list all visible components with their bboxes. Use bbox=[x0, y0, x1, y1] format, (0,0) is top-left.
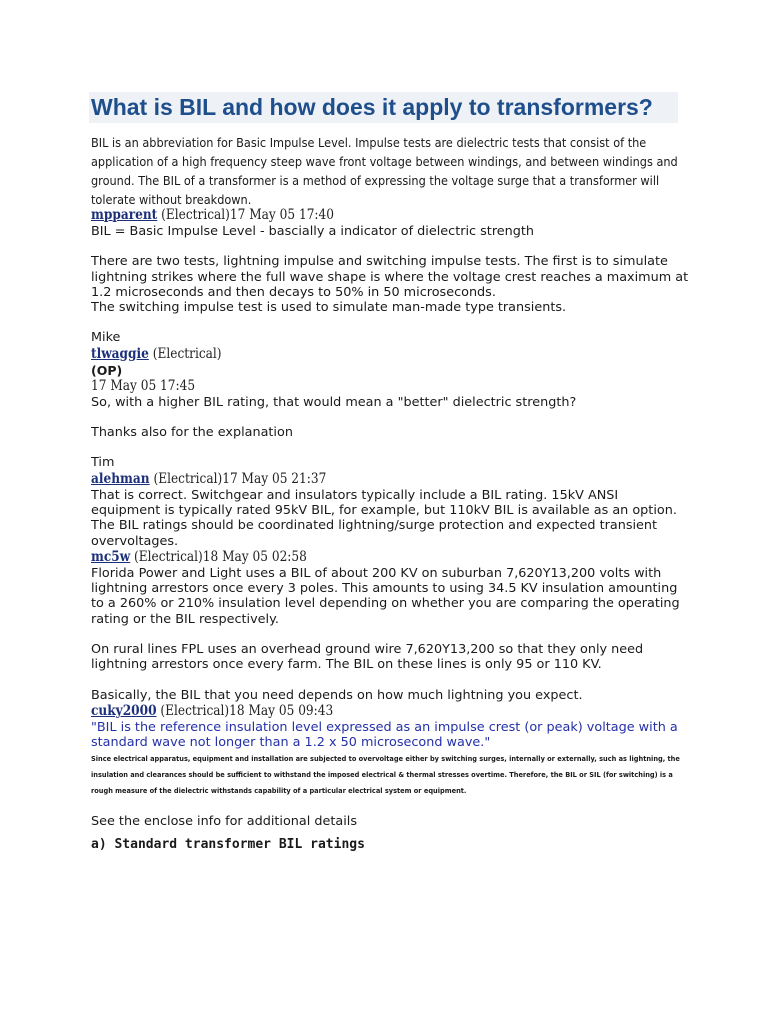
op-badge: (OP) bbox=[91, 362, 123, 378]
forum-post bbox=[91, 549, 711, 703]
intro-line: BIL is an abbreviation for Basic Impulse Level. Impulse tests are dielectric tests that consist of the bbox=[91, 136, 647, 150]
intro-line: ground. The BIL of a transformer is a method of expressing the voltage surge that a transformer will bbox=[91, 174, 660, 188]
post-line: equipment is typically rated 95kV BIL, for example, but 110kV BIL is available as an option. bbox=[91, 502, 677, 518]
post-meta: (Electrical)17 May 05 21:37 bbox=[149, 470, 327, 487]
intro-paragraph bbox=[91, 134, 689, 210]
post-line: to a 260% or 210% insulation level depending on whether you are comparing the operating bbox=[91, 596, 680, 612]
post-line: lightning arrestors once every 3 poles. This amounts to using 34.5 KV insulation amounting bbox=[91, 581, 678, 597]
post-meta: (Electrical)18 May 05 02:58 bbox=[130, 548, 307, 565]
forum-post bbox=[91, 471, 711, 549]
fine-line: Since electrical apparatus, equipment and installation are subjected to overvoltage either by switching surges, internally or externally, such as lightning, the bbox=[91, 754, 680, 763]
post-line: lightning strikes where the full wave shape is where the voltage crest reaches a maximum at bbox=[91, 269, 689, 285]
post-body bbox=[91, 395, 711, 471]
post-line: rating or the BIL respectively. bbox=[91, 611, 279, 627]
post-body bbox=[91, 224, 711, 346]
page-title: What is BIL and how does it apply to transformers? bbox=[89, 92, 678, 123]
post-header bbox=[91, 346, 649, 363]
post-header bbox=[91, 207, 649, 224]
post-line: There are two tests, lightning impulse and switching impulse tests. The first is to simulate bbox=[91, 254, 668, 270]
fine-print bbox=[91, 751, 711, 799]
post-line: Florida Power and Light uses a BIL of about 200 KV on suburban 7,620Y13,200 volts with bbox=[91, 565, 662, 581]
username-link[interactable]: cuky2000 bbox=[91, 702, 157, 719]
intro-line: application of a high frequency steep wave front voltage between windings, and between windings and bbox=[91, 155, 678, 169]
post-header bbox=[91, 471, 649, 488]
username-link[interactable]: alehman bbox=[91, 470, 150, 487]
section-subheading: a) Standard transformer BIL ratings bbox=[91, 836, 365, 852]
quote-line: standard wave not longer than a 1.2 x 50 microsecond wave." bbox=[91, 735, 491, 751]
post-line: See the enclose info for additional details bbox=[91, 813, 358, 829]
post-line: lightning arrestors once every farm. The BIL on these lines is only 95 or 110 KV. bbox=[91, 657, 602, 673]
username-link[interactable]: mc5w bbox=[91, 548, 131, 565]
post-signature: Tim bbox=[91, 455, 115, 471]
post-line: The switching impulse test is used to simulate man-made type transients. bbox=[91, 300, 567, 316]
post-meta: (Electrical)17 May 05 17:40 bbox=[157, 207, 334, 223]
quote-line: "BIL is the reference insulation level expressed as an impulse crest (or peak) voltage with a bbox=[91, 719, 678, 735]
post-body bbox=[91, 566, 711, 703]
post-line: On rural lines FPL uses an overhead ground wire 7,620Y13,200 so that they only need bbox=[91, 642, 644, 658]
post-line: Basically, the BIL that you need depends on how much lightning you expect. bbox=[91, 687, 583, 703]
forum-post bbox=[91, 703, 711, 853]
post-line: overvoltages. bbox=[91, 533, 179, 549]
fine-line: rough measure of the dielectric withstands capability of a particular electrical system or equipment. bbox=[91, 786, 467, 795]
forum-post bbox=[91, 207, 711, 346]
forum-thread bbox=[91, 207, 711, 853]
post-line: That is correct. Switchgear and insulators typically include a BIL rating. 15kV ANSI bbox=[91, 487, 619, 503]
post-line: So, with a higher BIL rating, that would mean a "better" dielectric strength? bbox=[91, 394, 577, 410]
fine-line: insulation and clearances should be sufficient to withstand the imposed electrical & thermal stresses overtime. Therefore, the BIL or SIL (for switching) is a bbox=[91, 770, 673, 779]
post-header bbox=[91, 703, 649, 720]
username-link[interactable]: mpparent bbox=[91, 207, 158, 223]
quoted-definition bbox=[91, 720, 711, 751]
post-meta: (Electrical) bbox=[148, 345, 222, 362]
forum-post bbox=[91, 346, 711, 471]
post-line: The BIL ratings should be coordinated lightning/surge protection and expected transient bbox=[91, 518, 658, 534]
post-line: Thanks also for the explanation bbox=[91, 425, 293, 441]
post-meta: (Electrical)18 May 05 09:43 bbox=[156, 702, 334, 719]
post-body bbox=[91, 488, 711, 549]
post-signature: Mike bbox=[91, 330, 121, 346]
post-body bbox=[91, 814, 711, 829]
post-line: 1.2 microseconds and then decays to 50% in 50 microseconds. bbox=[91, 284, 496, 300]
intro-line: tolerate without breakdown. bbox=[91, 193, 252, 207]
post-header bbox=[91, 549, 649, 566]
post-date: 17 May 05 17:45 bbox=[91, 377, 196, 394]
username-link[interactable]: tlwaggie bbox=[91, 345, 149, 362]
post-line: BIL = Basic Impulse Level - bascially a indicator of dielectric strength bbox=[91, 224, 535, 239]
